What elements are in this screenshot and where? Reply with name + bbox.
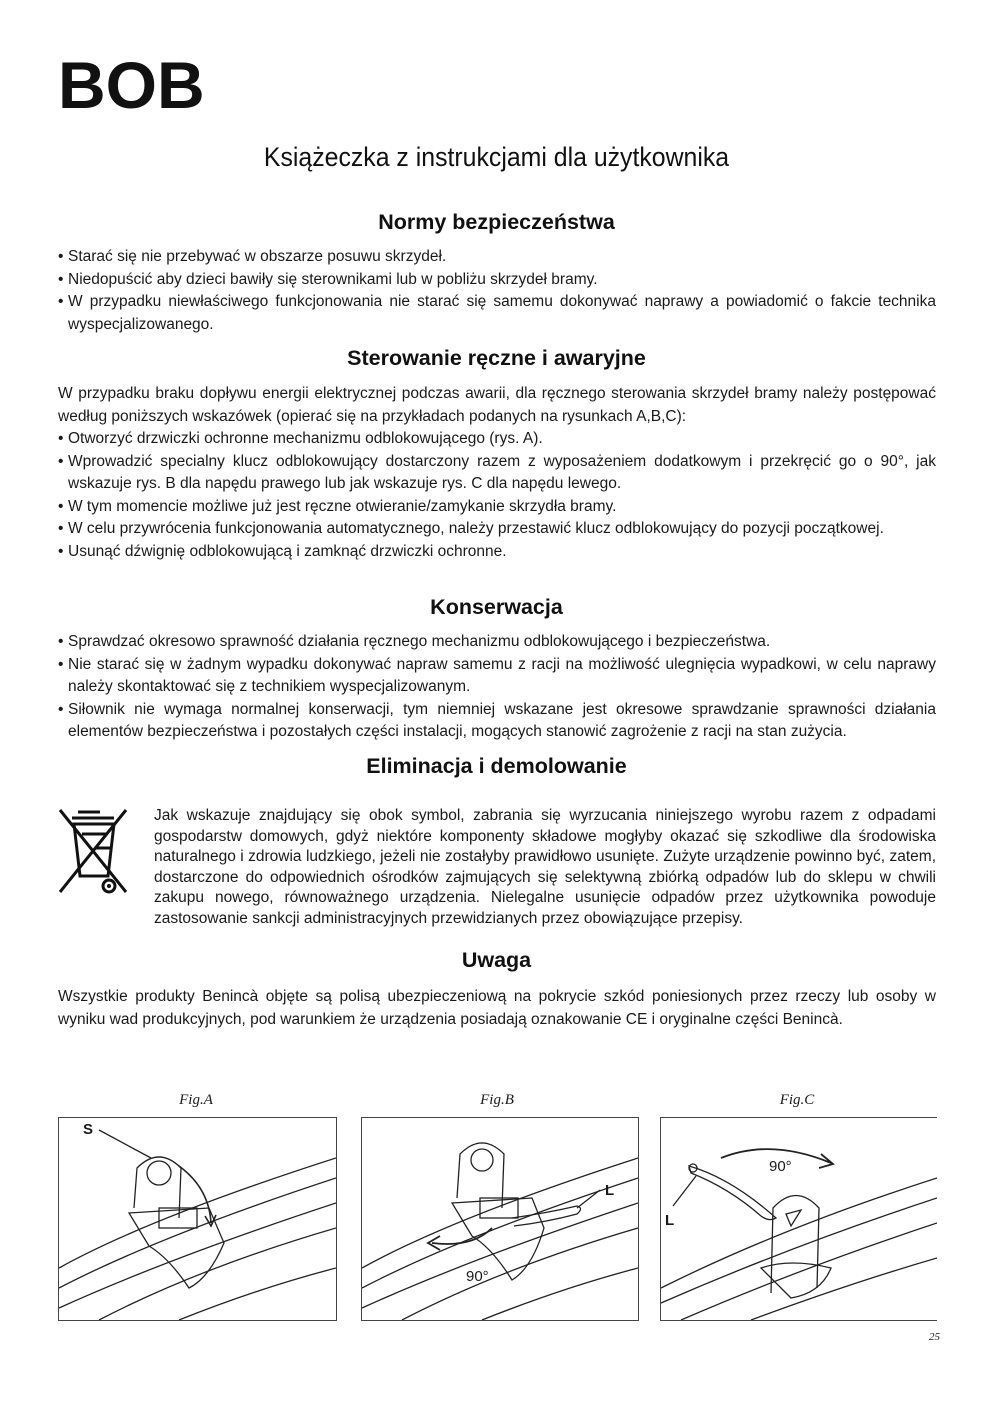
safety-section — [58, 246, 936, 336]
maintenance-section-title: Konserwacja — [430, 595, 563, 619]
figure-a-label-s: S — [83, 1121, 94, 1138]
safety-item: • Starać się nie przebywać w obszarze posuwu skrzydeł. — [58, 246, 936, 269]
maintenance-section — [58, 631, 936, 744]
maintenance-item: • Siłownik nie wymaga normalnej konserwacji, tym niemniej wskazane jest okresowe sprawdzanie sprawności działania elementów bezpieczeństwa i pozostałych części instalacji, mogących stanowić zagrożenie z racji na stan zużycia. — [58, 699, 936, 744]
warning-section-title: Uwaga — [461, 948, 532, 972]
safety-item: • Niedopuścić aby dzieci bawiły się sterownikami lub w pobliżu skrzydeł bramy. — [58, 269, 936, 292]
manual-item: • W tym momencie możliwe już jest ręczne otwieranie/zamykanie skrzydła bramy. — [58, 496, 936, 519]
figure-c-label-l: L — [665, 1212, 675, 1229]
figure-a-caption: Fig.A — [179, 1092, 213, 1108]
manual-item: • Wprowadzić specialny klucz odblokowujący dostarczony razem z wyposażeniem dodatkowym i przekręcić go o 90°, jak wskazuje rys. B dla napędu prawego lub jak wskazuje rys. C dla napędu lewego. — [58, 451, 936, 496]
figure-b-label-l: L — [605, 1182, 615, 1199]
maintenance-item: • Sprawdzać okresowo sprawność działania ręcznego mechanizmu odblokowującego i bezpieczeństwa. — [58, 631, 936, 654]
figure-a-illustration — [58, 1117, 337, 1321]
warning-text: Wszystkie produkty Benincà objęte są polisą ubezpieczeniową na pokrycie szkód poniesionych przez rzeczy lub osoby w wyniku wad produkcyjnych, pod warunkiem że urządzenia posiadają oznakowanie CE i oryginalne części Benincà. — [58, 988, 936, 1028]
figure-b-caption: Fig.B — [480, 1092, 514, 1108]
manual-item: • Otworzyć drzwiczki ochronne mechanizmu odblokowującego (rys. A). — [58, 428, 936, 451]
brand-title: BOB — [58, 48, 205, 122]
manual-section — [58, 383, 936, 563]
crossed-out-wheelie-bin-icon — [56, 806, 132, 898]
page-number: 25 — [929, 1331, 940, 1343]
manual-item: • W celu przywrócenia funkcjonowania automatycznego, należy przestawić klucz odblokowujący do pozycji początkowej. — [58, 518, 936, 541]
figure-b-illustration — [361, 1117, 639, 1321]
maintenance-item: • Nie starać się w żadnym wypadku dokonywać napraw samemu z racji na możliwość ulegnięcia wypadkowi, w celu naprawy należy skontaktować się z technikiem wyspecjalizowanym. — [58, 654, 936, 699]
manual-item: • Usunąć dźwignię odblokowującą i zamknąć drzwiczki ochronne. — [58, 541, 936, 564]
manual-intro: W przypadku braku dopływu energii elektrycznej podczas awarii, dla ręcznego sterowania skrzydeł bramy należy postępować według poniższych wskazówek (opierać się na przykładach podanych na rysunkach A,B,C): — [58, 385, 936, 425]
safety-section-title: Normy bezpieczeństwa — [378, 210, 615, 234]
figure-c-angle: 90° — [769, 1158, 792, 1175]
figure-c-illustration — [660, 1117, 937, 1321]
figure-b-angle: 90° — [466, 1268, 489, 1285]
document-title: Książeczka z instrukcjami dla użytkownika — [263, 142, 730, 172]
disposal-section-title: Eliminacja i demolowanie — [366, 754, 627, 778]
disposal-text: Jak wskazuje znajdujący się obok symbol, zabrania się wyrzucania niniejszego wyrobu razem z odpadami gospodarstw domowych, gdyż niektóre komponenty składowe mogłyby okazać się szkodliwe dla środowiska naturalnego i zdrowia ludzkiego, jeżeli nie zostałyby prawidłowo usunięte. Zużyte urządzenie powinno być, zatem, dostarczone do odpowiednich ośrodków zajmujących się selektywną zbiórką odpadów lub do sklepu w chwili zakupu nowego, równoważnego urządzenia. Nielegalne usunięcie odpadów przez użytkownika powoduje zastosowanie sankcji administracyjnych przewidzianych przez obowiązujące przepisy. — [154, 807, 936, 927]
safety-item: • W przypadku niewłaściwego funkcjonowania nie starać się samemu dokonywać naprawy a powiadomić o fakcie technika wyspecjalizowanego. — [58, 291, 936, 336]
manual-section-title: Sterowanie ręczne i awaryjne — [347, 346, 646, 370]
figure-c-caption: Fig.C — [779, 1092, 815, 1108]
